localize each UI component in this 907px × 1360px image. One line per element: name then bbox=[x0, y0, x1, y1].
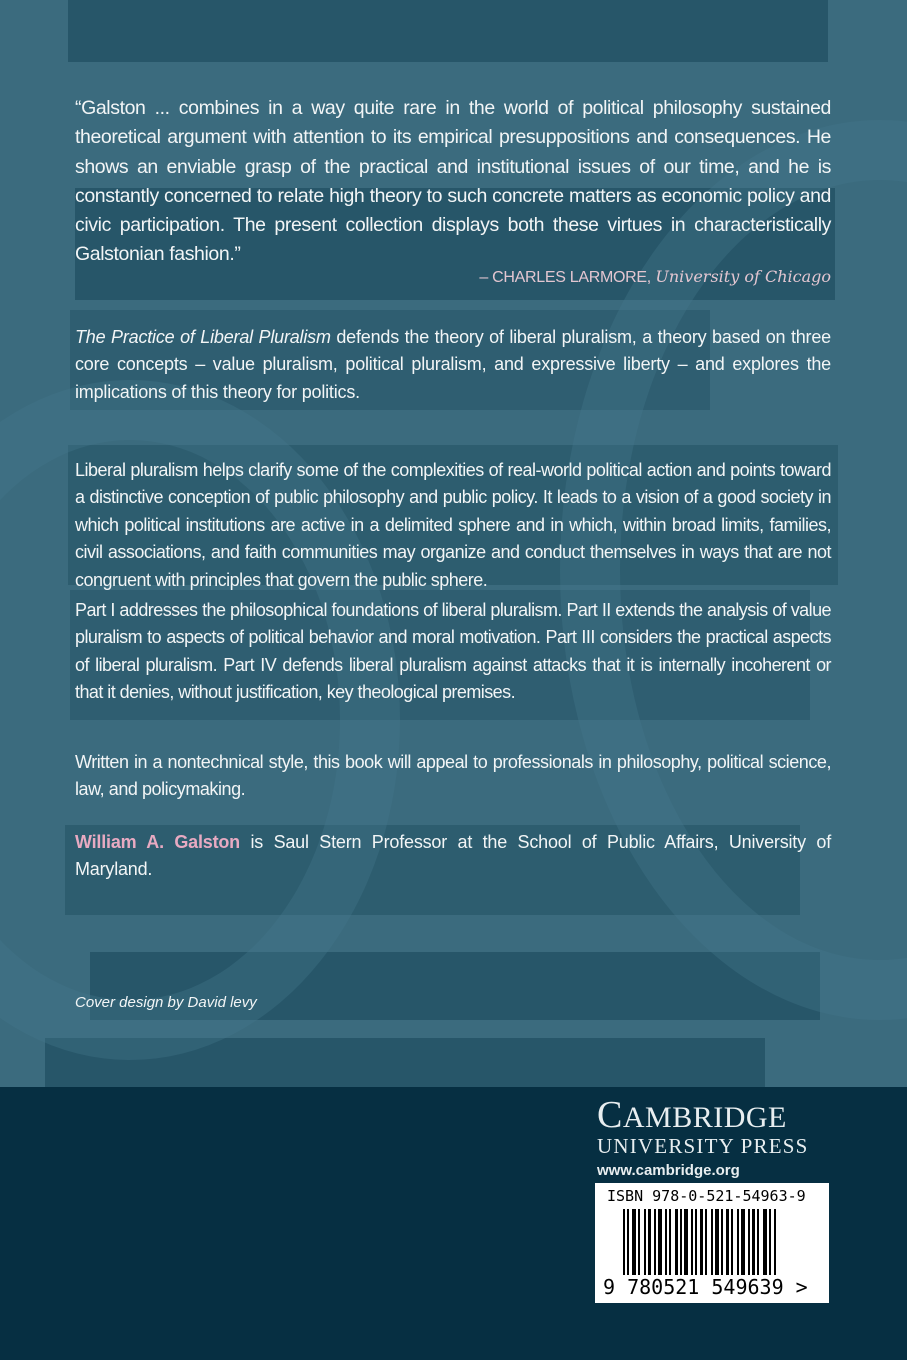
description-paragraph-4: Written in a nontechnical style, this book will appeal to professionals in philosophy, political science, law, and policymaking. bbox=[75, 752, 831, 800]
description-paragraph-1 bbox=[75, 324, 831, 406]
reviewer-institution: University of Chicago bbox=[655, 267, 831, 286]
cover-credit: Cover design by David levy bbox=[75, 994, 257, 1011]
book-title: The Practice of Liberal Pluralism bbox=[75, 327, 331, 347]
author-bio bbox=[75, 829, 831, 884]
author-bio-text: is Saul Stern Professor at the School of Public Affairs, University of Maryland. bbox=[75, 832, 832, 880]
publisher-subname: UNIVERSITY PRESS bbox=[597, 1134, 809, 1158]
description-paragraph-3: Part I addresses the philosophical foundations of liberal pluralism. Part II extends the analysis of value pluralism to aspects of political behavior and moral motivation. Part III considers the practical aspects of liberal pluralism. Part IV defends liberal pluralism against attacks that it is internally incoherent or that it denies, without justification, key theological premises. bbox=[75, 600, 831, 703]
description-paragraph-2: Liberal pluralism helps clarify some of the complexities of real-world political action and points toward a distinctive conception of public philosophy and public policy. It leads to a vision of a good society in which political institutions are active in a delimited sphere and in which, within broad limits, families, civil associations, and faith communities may organize and conduct themselves in ways that are not congruent with principles that govern the public sphere. bbox=[75, 460, 831, 590]
author-name: William A. Galston bbox=[75, 832, 240, 852]
texture-band bbox=[68, 0, 828, 62]
isbn-barcode bbox=[595, 1183, 829, 1303]
publisher-initial: C bbox=[597, 1094, 623, 1136]
publisher-name bbox=[597, 1094, 809, 1136]
ean-text: 9 780521 549639 > bbox=[603, 1275, 808, 1299]
publisher-website: www.cambridge.org bbox=[597, 1162, 740, 1179]
publisher-name-rest: AMBRIDGE bbox=[622, 1101, 787, 1134]
description-text: defends the theory of liberal pluralism, a theory based on three core concepts – value pluralism, political pluralism, and expressive liberty – and explores the implications of this theory for politics. bbox=[75, 327, 831, 402]
ean-number bbox=[603, 1275, 808, 1299]
review-attribution bbox=[75, 267, 831, 287]
publisher-logo bbox=[597, 1094, 809, 1179]
review-quote: “Galston ... combines in a way quite rare in the world of political philosophy sustained theoretical argument with attention to its empirical presuppositions and consequences. He shows an enviable grasp of the practical and institutional issues of our time, and he is constantly concerned to relate high theory to such concrete matters as economic policy and civic participation. The present collection displays both these virtues in characteristically Galstonian fashion.” bbox=[75, 97, 831, 266]
reviewer-name: – CHARLES LARMORE, bbox=[479, 269, 651, 286]
isbn-label: ISBN 978-0-521-54963-9 bbox=[607, 1187, 806, 1205]
